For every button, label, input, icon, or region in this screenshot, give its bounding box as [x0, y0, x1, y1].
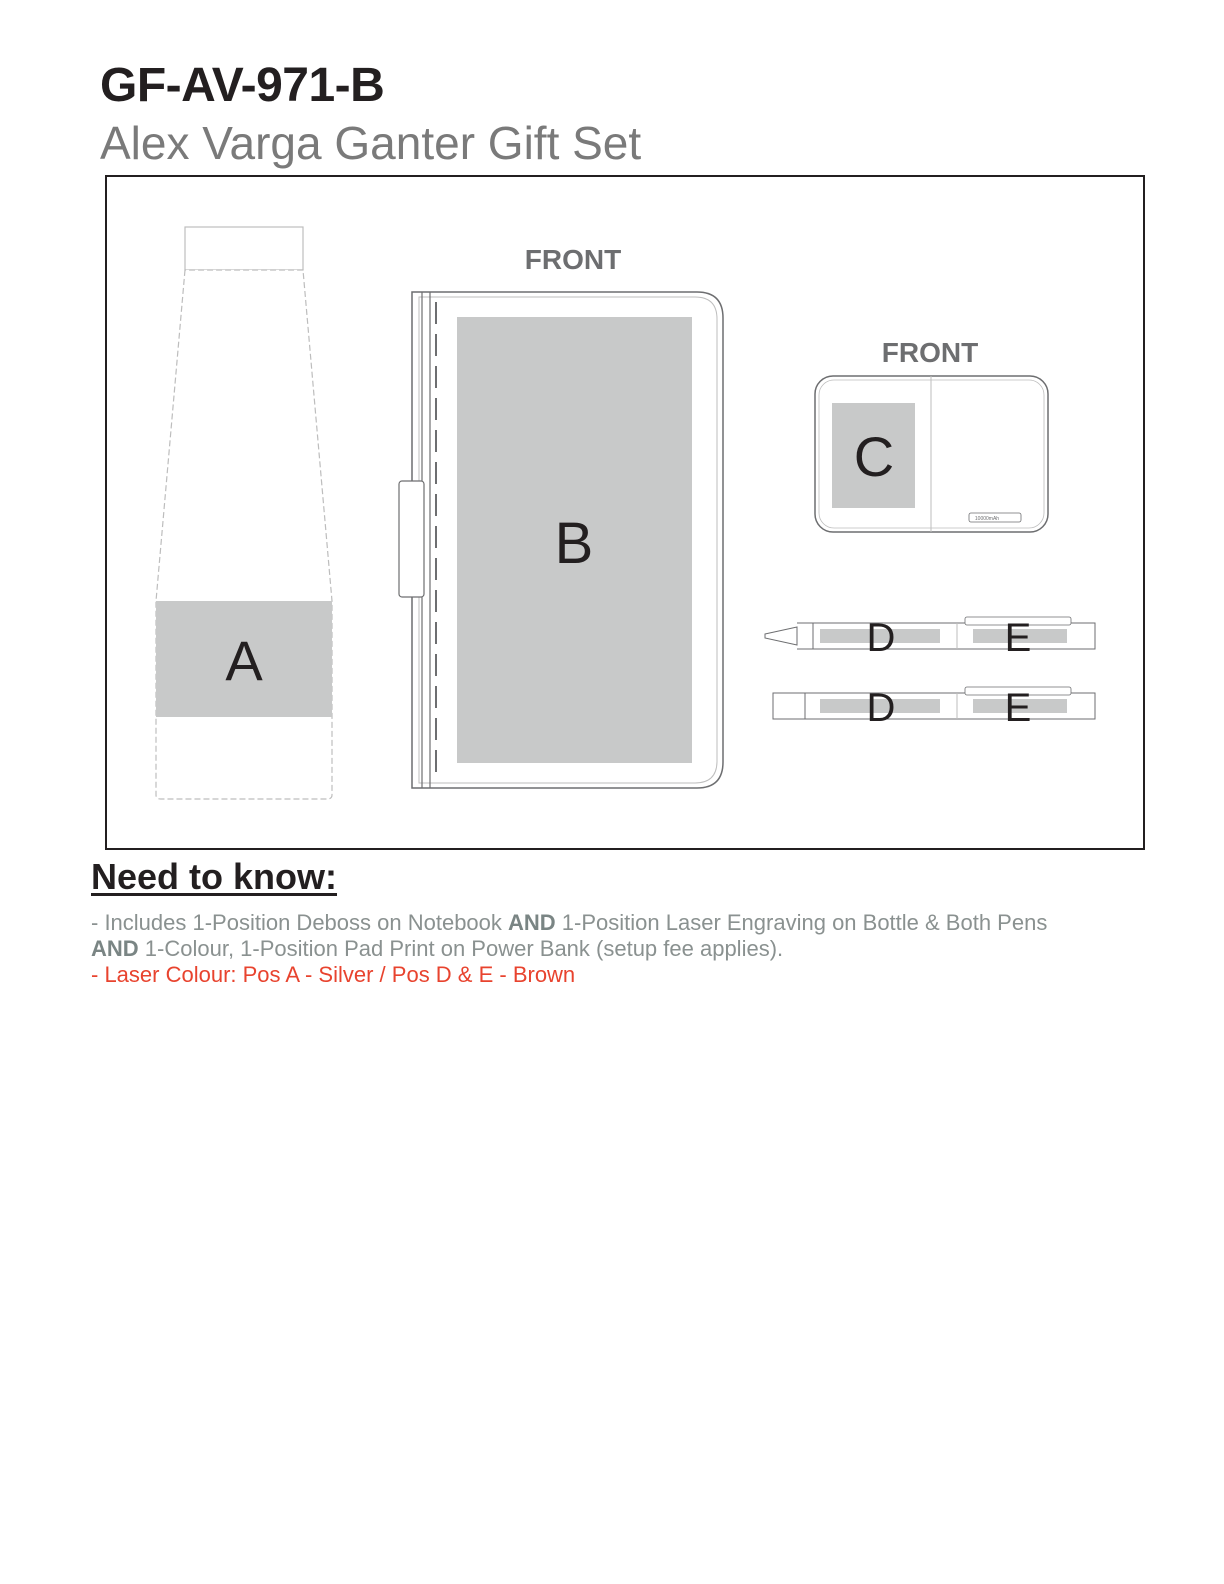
notes-block	[91, 910, 1151, 988]
position-d-label-1: D	[866, 616, 896, 660]
bottle-drawing	[156, 227, 332, 799]
need-to-know-heading: Need to know:	[91, 856, 338, 897]
notes-line-2	[91, 936, 1151, 962]
notes-and-1: AND	[508, 910, 556, 935]
notes-line-2-text: 1-Colour, 1-Position Pad Print on Power Bank (setup fee applies).	[138, 936, 784, 961]
product-code: GF-AV-971-B	[100, 59, 385, 112]
laser-colour-note: - Laser Colour: Pos A - Silver / Pos D & E - Brown	[91, 962, 576, 987]
product-diagram-frame	[105, 175, 1145, 850]
notes-and-2: AND	[91, 936, 139, 961]
position-d-label-2: D	[866, 686, 896, 730]
product-diagram	[107, 177, 1143, 848]
powerbank-front-label: FRONT	[881, 337, 979, 368]
position-c-label: C	[853, 425, 895, 488]
powerbank-capacity-label: 10000mAh	[974, 516, 1000, 522]
pen-2-drawing	[773, 686, 1095, 730]
position-e-label-1: E	[1004, 616, 1032, 660]
product-name: Alex Varga Ganter Gift Set	[100, 117, 642, 169]
powerbank-drawing	[815, 337, 1048, 532]
notes-line-1	[91, 910, 1151, 936]
position-b-label: B	[554, 511, 594, 576]
notebook-drawing	[399, 244, 723, 788]
position-a-label: A	[225, 629, 263, 692]
notebook-front-label: FRONT	[524, 244, 622, 275]
notes-line-1-rest: 1-Position Laser Engraving on Bottle & Both Pens	[555, 910, 1048, 935]
position-e-label-2: E	[1004, 686, 1032, 730]
pen-1-drawing	[765, 616, 1095, 660]
notes-line-1-text: - Includes 1-Position Deboss on Notebook	[91, 910, 509, 935]
